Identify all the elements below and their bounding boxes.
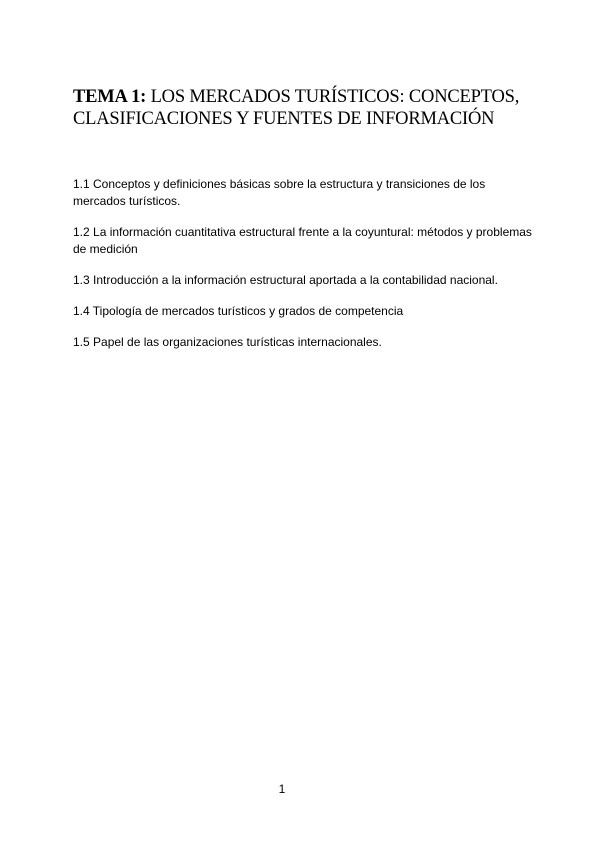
section-item-1-1: 1.1 Conceptos y definiciones básicas sobre la estructura y transiciones de los mercados turísticos. [73, 177, 486, 208]
section-item-1-4: 1.4 Tipología de mercados turísticos y grados de competencia [73, 304, 404, 318]
section-item-1-5: 1.5 Papel de las organizaciones turísticas internacionales. [73, 335, 382, 349]
section-list [73, 176, 533, 351]
chapter-title [73, 86, 543, 130]
section-item-1-3: 1.3 Introducción a la información estructural aportada a la contabilidad nacional. [73, 273, 498, 287]
section-item-1-2: 1.2 La información cuantitativa estructural frente a la coyuntural: métodos y problemas de medición [73, 225, 532, 256]
chapter-title-text: LOS MERCADOS TURÍSTICOS: CONCEPTOS, CLASIFICACIONES Y FUENTES DE INFORMACIÓN [73, 87, 520, 129]
page-number: 1 [278, 782, 286, 796]
chapter-label: TEMA 1: [73, 87, 147, 107]
